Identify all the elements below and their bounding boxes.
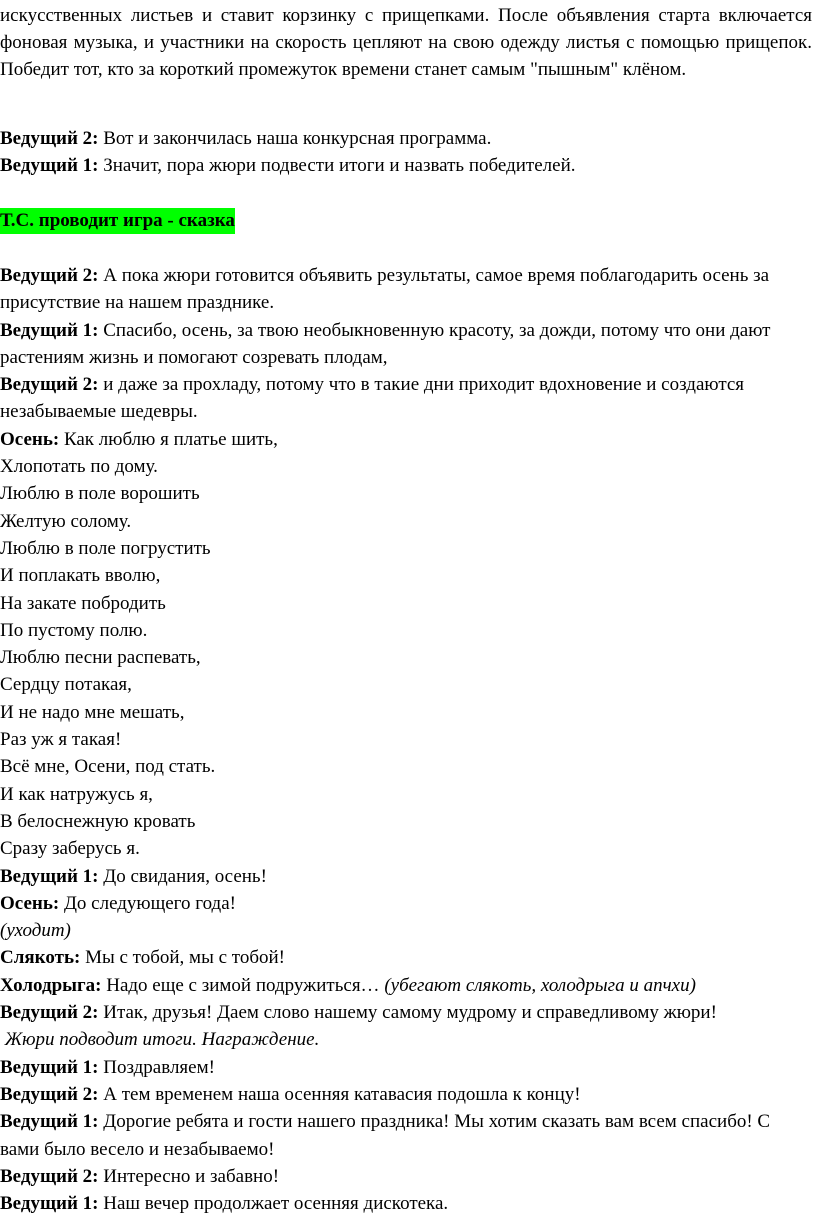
dialogue-line bbox=[0, 972, 812, 999]
speaker-label: Ведущий 2: bbox=[0, 1002, 99, 1024]
dialogue-line bbox=[0, 999, 812, 1026]
poem-line: Желтую солому. bbox=[0, 510, 132, 532]
dialogue-text: Итак, друзья! Даем слово нашему самому мудрому и справедливому жюри! bbox=[98, 1002, 717, 1024]
speaker-label: Ведущий 2: bbox=[0, 128, 99, 149]
speaker-label: Ведущий 1: bbox=[0, 155, 99, 177]
poem-line: И поплакать вволю, bbox=[0, 565, 161, 587]
stage-direction: (уходит) bbox=[0, 920, 71, 942]
poem-line: Всё мне, Осени, под стать. bbox=[0, 756, 216, 778]
speaker-label: Ведущий 2: bbox=[0, 374, 99, 396]
dialogue-line bbox=[0, 1081, 812, 1108]
dialogue-block-2 bbox=[0, 262, 812, 1217]
speaker-label: Осень: bbox=[0, 428, 60, 450]
poem-first-line bbox=[0, 426, 812, 453]
intro-text: искусственных листьев и ставит корзинку с прищепками. После объявления старта включается фоновая музыка, и участники на скорость цепляют на свою одежду листья с помощью прищепок. Победит тот, кто за короткий промежуток времени станет самым "пышным" клёном. bbox=[0, 5, 812, 80]
poem-line: Люблю песни распевать, bbox=[0, 647, 201, 669]
dialogue-line bbox=[0, 1190, 812, 1217]
poem-text: Как люблю я платье шить, bbox=[59, 428, 278, 450]
speaker-label: Ведущий 2: bbox=[0, 265, 99, 286]
dialogue-line bbox=[0, 317, 812, 372]
poem-line: Сердцу потакая, bbox=[0, 674, 132, 696]
dialogue-text: Значит, пора жюри подвести итоги и назвать победителей. bbox=[98, 155, 576, 177]
dialogue-text: До свидания, осень! bbox=[98, 865, 267, 887]
speaker-label: Ведущий 2: bbox=[0, 1165, 99, 1187]
stage-direction-line bbox=[0, 1026, 812, 1053]
poem-line: На закате побродить bbox=[0, 592, 166, 614]
intro-paragraph bbox=[0, 2, 812, 83]
dialogue-text: Спасибо, осень, за твою необыкновенную красоту, за дожди, потому что они дают растениям жизнь и помогают созревать плодам, bbox=[0, 319, 771, 368]
highlight-heading: Т.С. проводит игра - сказка bbox=[0, 208, 235, 234]
dialogue-text: и даже за прохладу, потому что в такие дни приходит вдохновение и создаются незабываемые шедевры. bbox=[0, 374, 745, 423]
poem-line: В белоснежную кровать bbox=[0, 810, 196, 832]
dialogue-text: Наш вечер продолжает осенняя дискотека. bbox=[98, 1193, 449, 1215]
dialogue-line bbox=[0, 944, 812, 971]
dialogue-text: До следующего года! bbox=[59, 892, 236, 914]
speaker-label: Ведущий 1: bbox=[0, 1111, 99, 1133]
poem-line: Люблю в поле ворошить bbox=[0, 483, 200, 505]
speaker-label: Ведущий 1: bbox=[0, 319, 99, 341]
speaker-label: Ведущий 1: bbox=[0, 1193, 99, 1215]
dialogue-text: Поздравляем! bbox=[98, 1056, 215, 1078]
highlight-heading-row bbox=[0, 207, 812, 234]
dialogue-line bbox=[0, 1054, 812, 1081]
dialogue-line bbox=[0, 262, 812, 317]
poem-line: Хлопотать по дому. bbox=[0, 456, 158, 478]
speaker-label: Ведущий 1: bbox=[0, 1056, 99, 1078]
dialogue-line bbox=[0, 1108, 812, 1163]
dialogue-line bbox=[0, 863, 812, 890]
dialogue-text: Мы с тобой, мы с тобой! bbox=[80, 947, 285, 969]
poem-line: По пустому полю. bbox=[0, 619, 148, 641]
poem-line: Сразу заберусь я. bbox=[0, 838, 140, 860]
dialogue-text: А пока жюри готовится объявить результаты, самое время поблагодарить осень за присутствие на нашем празднике. bbox=[0, 265, 770, 314]
speaker-label: Ведущий 1: bbox=[0, 865, 99, 887]
poem-line: И как натружусь я, bbox=[0, 783, 153, 805]
speaker-label: Слякоть: bbox=[0, 947, 81, 969]
poem-line: И не надо мне мешать, bbox=[0, 701, 185, 723]
dialogue-line bbox=[0, 371, 812, 426]
speaker-label: Осень: bbox=[0, 892, 60, 914]
speaker-label: Холодрыга: bbox=[0, 974, 102, 996]
dialogue-text: Надо еще с зимой подружиться… bbox=[101, 974, 385, 996]
dialogue-text: А тем временем наша осенняя катавасия подошла к концу! bbox=[98, 1083, 581, 1105]
poem-line: Люблю в поле погрустить bbox=[0, 537, 211, 559]
stage-direction-line bbox=[0, 917, 812, 944]
dialogue-text: Интересно и забавно! bbox=[98, 1165, 280, 1187]
dialogue-line bbox=[0, 890, 812, 917]
dialogue-line bbox=[0, 1163, 812, 1190]
poem-line: Раз уж я такая! bbox=[0, 729, 122, 751]
stage-direction: (убегают слякоть, холодрыга и апчхи) bbox=[384, 974, 696, 996]
dialogue-text: Вот и закончилась наша конкурсная программа. bbox=[98, 128, 492, 149]
speaker-label: Ведущий 2: bbox=[0, 1083, 99, 1105]
dialogue-line bbox=[0, 125, 812, 152]
stage-direction: Жюри подводит итоги. Награждение. bbox=[0, 1029, 320, 1051]
dialogue-line bbox=[0, 152, 812, 179]
dialogue-text: Дорогие ребята и гости нашего праздника! Мы хотим сказать вам всем спасибо! С вами было весело и незабываемо! bbox=[0, 1111, 771, 1160]
dialogue-block-1 bbox=[0, 125, 812, 180]
